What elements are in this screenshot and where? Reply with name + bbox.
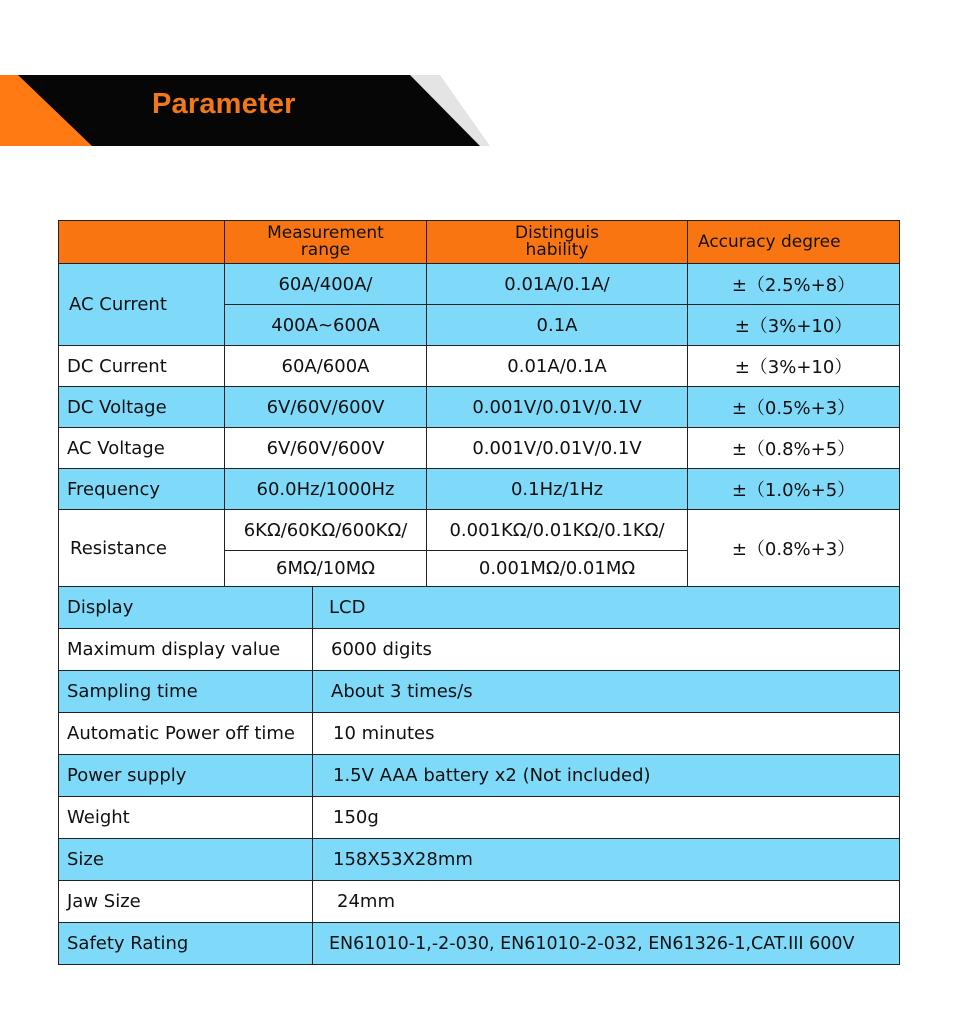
cell-range: 6V/60V/600V [225,428,427,469]
spec-row-weight [59,797,900,839]
row-label-dc-current: DC Current [59,346,225,387]
row-label-ac-voltage: AC Voltage [59,428,225,469]
spec-value: 1.5V AAA battery x2 (Not included) [313,755,900,797]
cell-range: 60A/600A [225,346,427,387]
cell-resolution: 0.01A/0.1A [427,346,688,387]
cell-accuracy: ±（1.0%+5） [688,469,900,510]
table-row [59,428,900,469]
spec-value: 24mm [313,881,900,923]
table-header-row [59,221,900,264]
row-label-resistance: Resistance [59,510,225,587]
banner-shape [0,0,960,160]
parameter-table [58,220,900,965]
cell-accuracy: ±（2.5%+8） [688,264,900,305]
spec-row-power-supply [59,755,900,797]
spec-row-auto-power-off [59,713,900,755]
spec-value: 158X53X28mm [313,839,900,881]
cell-resolution: 0.01A/0.1A/ [427,264,688,305]
spec-value: EN61010-1,-2-030, EN61010-2-032, EN61326-1,CAT.III 600V [313,923,900,965]
banner-title: Parameter [152,88,296,120]
cell-range: 60A/400A/ [225,264,427,305]
spec-label: Maximum display value [59,629,313,671]
spec-label: Safety Rating [59,923,313,965]
cell-accuracy: ±（0.8%+3） [688,510,900,587]
cell-resolution: 0.1A [427,305,688,346]
spec-row-size [59,839,900,881]
spec-value: About 3 times/s [313,671,900,713]
header-distinguishability: Distinguis hability [427,221,688,264]
spec-label: Sampling time [59,671,313,713]
cell-range: 6KΩ/60KΩ/600KΩ/ [225,510,427,551]
table-row [59,469,900,510]
spec-label: Size [59,839,313,881]
cell-resolution: 0.1Hz/1Hz [427,469,688,510]
cell-accuracy: ±（3%+10） [688,346,900,387]
header-blank [59,221,225,264]
spec-row-safety-rating [59,923,900,965]
spec-value: 10 minutes [313,713,900,755]
spec-row-max-display [59,629,900,671]
cell-range: 6V/60V/600V [225,387,427,428]
spec-row-jaw-size [59,881,900,923]
parameter-banner [0,0,960,160]
cell-resolution: 0.001KΩ/0.01KΩ/0.1KΩ/ [427,510,688,551]
table-row [59,346,900,387]
table-row [59,264,900,305]
cell-range: 400A~600A [225,305,427,346]
cell-resolution: 0.001V/0.01V/0.1V [427,387,688,428]
table-row [59,510,900,551]
cell-range: 60.0Hz/1000Hz [225,469,427,510]
spec-label: Display [59,587,313,629]
spec-label: Weight [59,797,313,839]
header-accuracy-degree: Accuracy degree [688,221,900,264]
spec-row-display [59,587,900,629]
cell-range: 6MΩ/10MΩ [225,551,427,587]
cell-resolution: 0.001MΩ/0.01MΩ [427,551,688,587]
spec-value: 6000 digits [313,629,900,671]
row-label-ac-current: AC Current [59,264,225,346]
cell-accuracy: ±（0.8%+5） [688,428,900,469]
row-label-dc-voltage: DC Voltage [59,387,225,428]
spec-label: Power supply [59,755,313,797]
row-label-frequency: Frequency [59,469,225,510]
spec-value: LCD [313,587,900,629]
spec-row-sampling-time [59,671,900,713]
header-measurement-range: Measurement range [225,221,427,264]
cell-accuracy: ±（0.5%+3） [688,387,900,428]
spec-label: Jaw Size [59,881,313,923]
cell-resolution: 0.001V/0.01V/0.1V [427,428,688,469]
spec-value: 150g [313,797,900,839]
cell-accuracy: ±（3%+10） [688,305,900,346]
table-row [59,387,900,428]
spec-label: Automatic Power off time [59,713,313,755]
